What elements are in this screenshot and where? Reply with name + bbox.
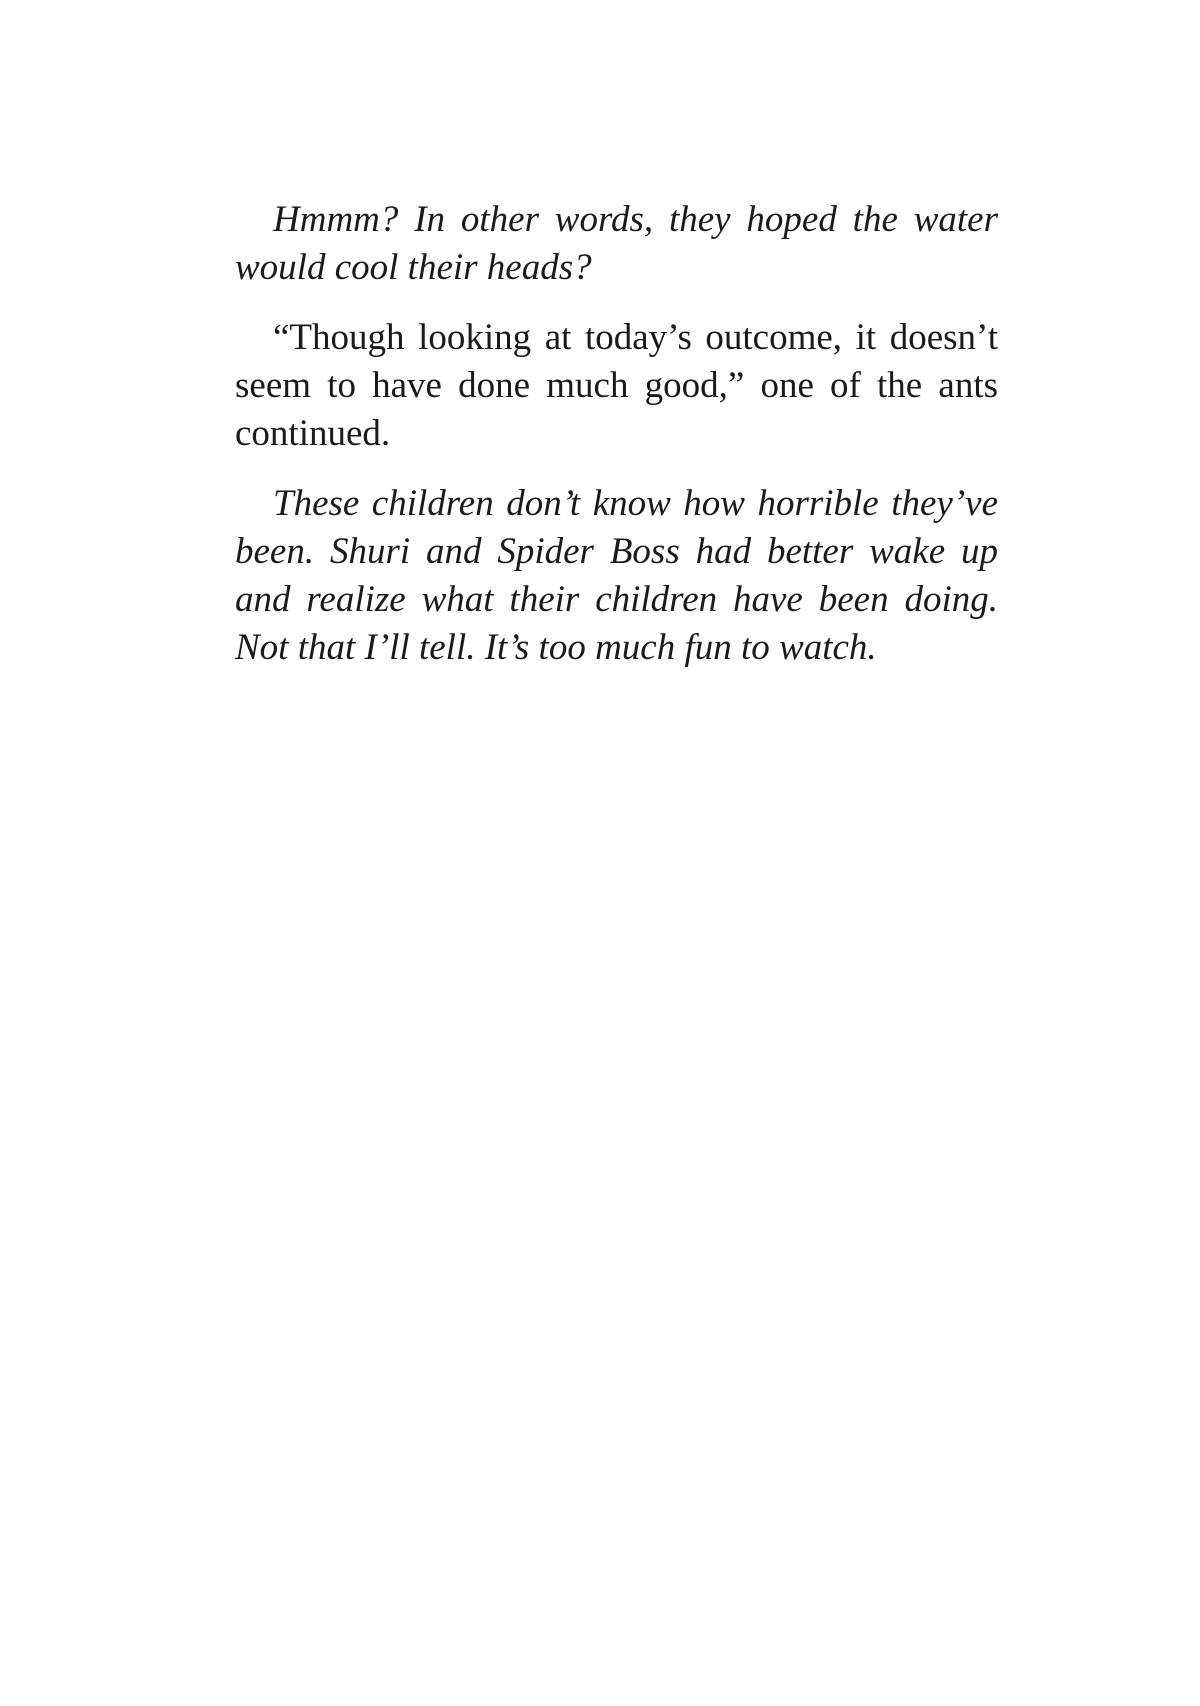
paragraph-inner-thought-1: Hmmm? In other words, they hoped the water would cool their heads? <box>235 199 998 288</box>
paragraph-dialogue: “Though looking at today’s outcome, it doesn’t seem to have done much good,” one of the ants continued. <box>235 317 998 454</box>
paragraph-inner-thought-2: These children don’t know how horrible they’ve been. Shuri and Spider Boss had better wake up and realize what their children have been doing. Not that I’ll tell. It’s too much fun to watch. <box>235 483 998 668</box>
page-body-text <box>235 196 998 694</box>
